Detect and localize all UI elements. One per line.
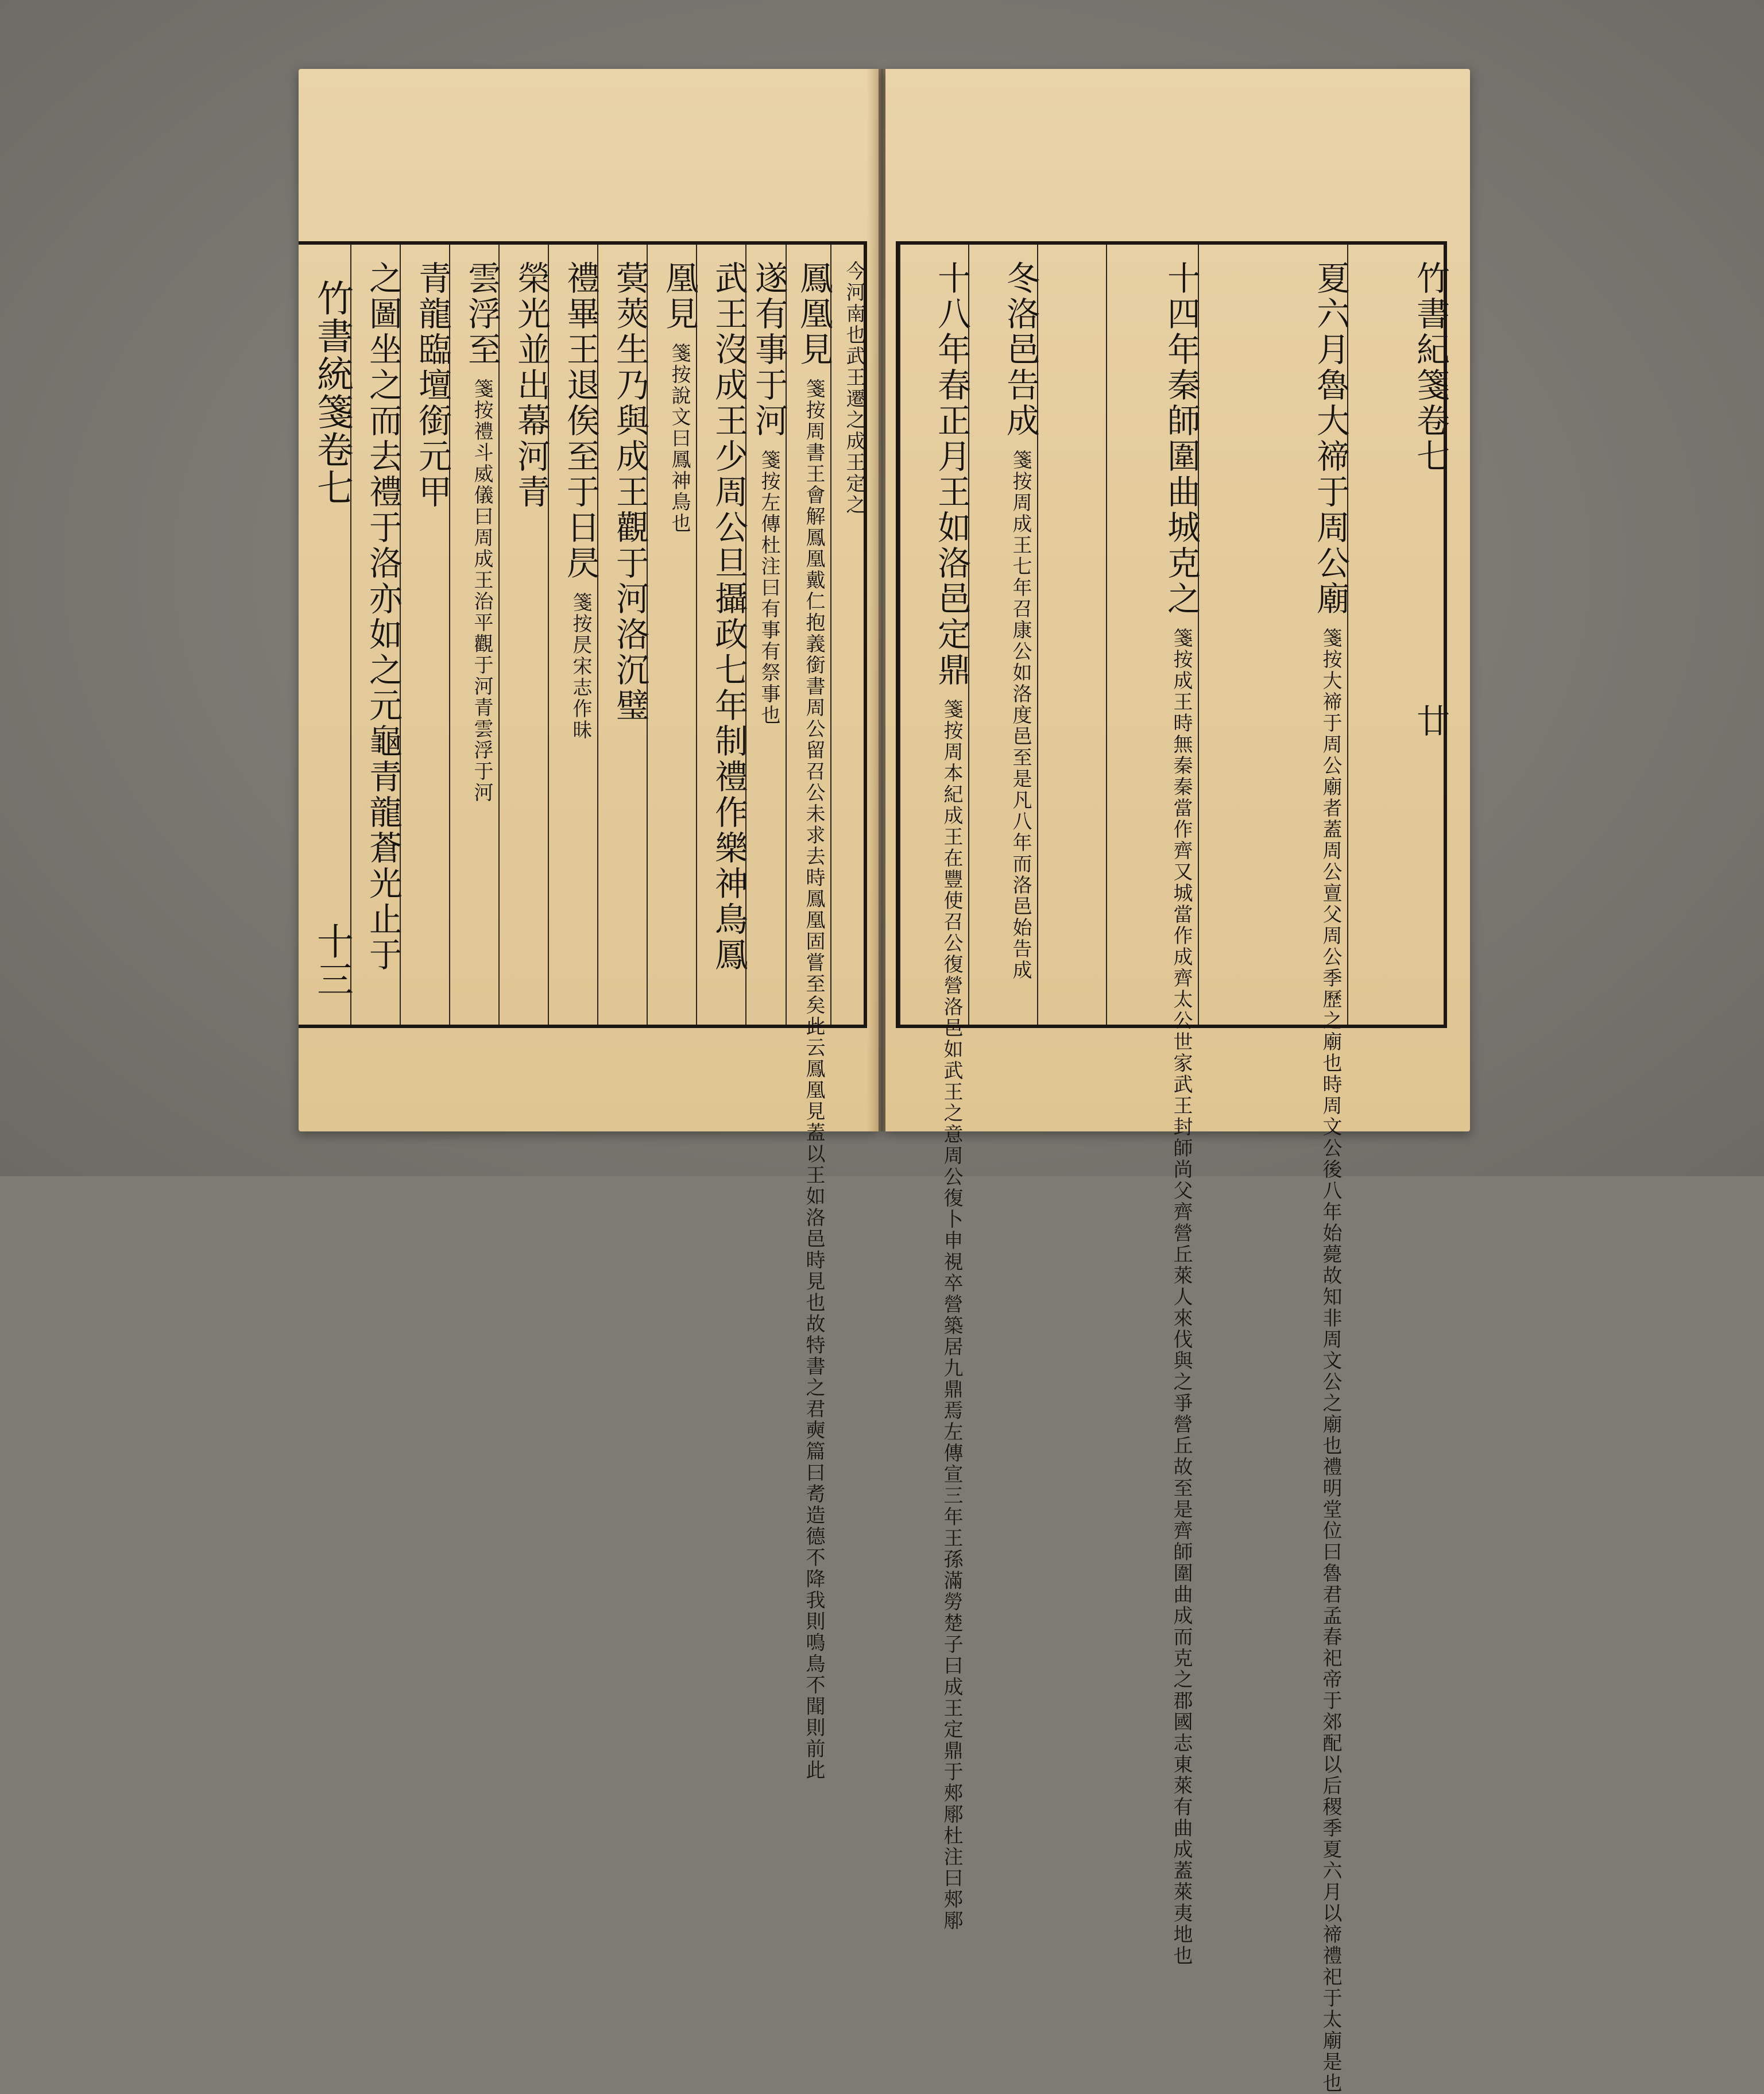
text-column-right-1: 夏六月魯大禘于周公廟 箋按大禘于周公廟者蓋周公亶父周公季歷之廟也時周文公後八年始薨故知非周文公之廟也禮明堂位曰魯君孟春祀帝于郊配以后稷季夏六月以禘禮祀于太廟是也 xyxy=(1198,245,1347,1025)
text-column-left-3: 遂有事于河 箋按左傳杜注曰有事有祭事也 xyxy=(745,245,786,1025)
text-column-left-7: 禮畢王退俟至于日昃 箋按昃宋志作昧 xyxy=(548,245,597,1025)
text-column-left-11: 之圖坐之而去禮于洛亦如之元龜青龍蒼光止于 xyxy=(350,245,400,1025)
right-page xyxy=(885,69,1470,2094)
open-book xyxy=(299,69,1470,2094)
text-column-left-10: 青龍臨壇銜元甲 xyxy=(400,245,449,1025)
text-column-right-4: 十八年春正月王如洛邑定鼎 箋按周本紀成王在豐使召公復營洛邑如武王之意周公復卜申視卒營築居九鼎焉左傳宣三年王孫滿勞楚子曰成王定鼎于郟鄏杜注曰郟鄏 xyxy=(899,245,968,1025)
text-column-left-6: 蓂莢生乃與成王觀于河洛沉璧 xyxy=(597,245,647,1025)
text-column-left-9: 雲浮至 箋按禮斗威儀曰周成王治平觀于河青雲浮于河 xyxy=(449,245,498,1025)
text-column-left-4: 武王沒成王少周公旦攝政七年制禮作樂神鳥鳳 xyxy=(696,245,745,1025)
text-column-right-2: 十四年秦師圍曲城克之 箋按成王時無秦秦當作齊又城當作成齊太公世家武王封師尚父齊營丘萊人來伐與之爭營丘故至是齊師圍曲成而克之郡國志東萊有曲成蓋萊夷地也 xyxy=(1106,245,1198,1025)
text-column-right-2-spacer xyxy=(1037,245,1106,1025)
right-page-frame xyxy=(896,241,1450,2094)
left-page-frame xyxy=(299,241,867,1781)
left-page xyxy=(299,69,879,1781)
text-column-left-2: 鳳凰見 箋按周書王會解鳳凰戴仁抱義銜書周公留召公未求去時鳳凰固嘗至矣此云鳳凰見蓋以王如洛邑時見也故特書之君奭篇曰耉造德不降我則鳴鳥不聞則前此 xyxy=(786,245,830,1025)
text-column-left-8: 榮光並出幕河青 xyxy=(498,245,548,1025)
right-page-folio: 廿 xyxy=(1411,704,1450,739)
right-page-header: 竹書紀箋卷七 xyxy=(1411,261,1450,474)
right-page-header-column xyxy=(1347,245,1450,1025)
text-column-left-5: 凰見 箋按說文曰鳳神鳥也 xyxy=(647,245,696,1025)
text-column-right-3: 冬洛邑告成 箋按周成王七年召康公如洛度邑至是凡八年而洛邑始告成 xyxy=(968,245,1037,1025)
left-page-header: 竹書統箋卷七 xyxy=(311,279,353,507)
text-column-left-1: 今河南也武王遷之成王定之 xyxy=(830,245,864,1025)
left-page-folio: 十三 xyxy=(311,922,353,998)
